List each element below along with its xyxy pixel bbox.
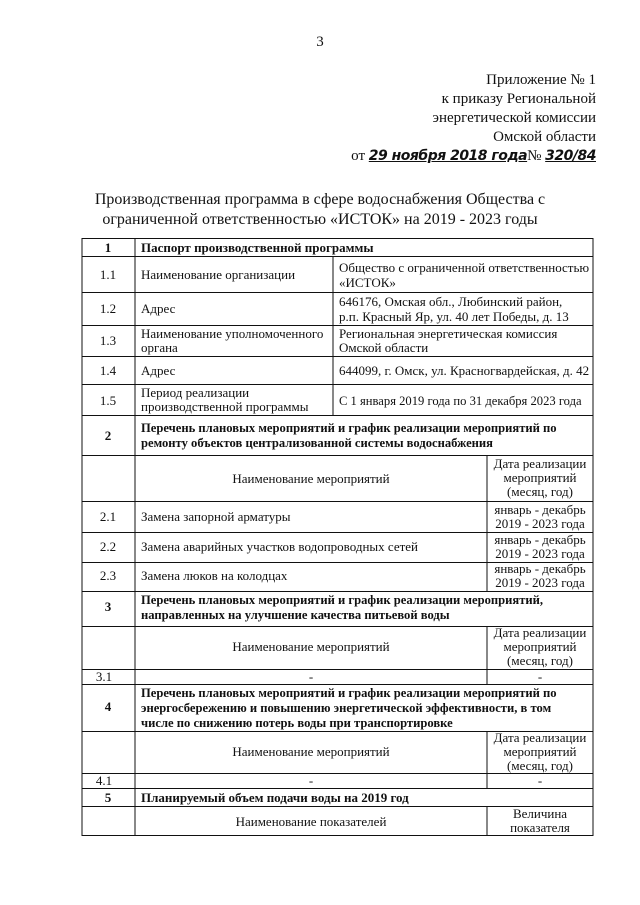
row-2-3-name: Замена люков на колодцах bbox=[141, 568, 288, 583]
appendix-line-2: к приказу Региональной bbox=[441, 91, 596, 107]
section-4-number: 4 bbox=[104, 699, 112, 714]
section-3-column-date-line-2: мероприятий bbox=[503, 639, 577, 654]
section-5-column-value-line-1: Величина bbox=[512, 806, 568, 821]
row-1-5-label-line-2: производственной программы bbox=[141, 399, 309, 414]
row-1-2-value-line-1: 646176, Омская обл., Любинский район, bbox=[339, 294, 563, 309]
section-2-column-date-line-1: Дата реализации bbox=[493, 456, 587, 471]
section-5-title: Планируемый объем подачи воды на 2019 год bbox=[141, 790, 409, 805]
row-2-2-number: 2.2 bbox=[99, 539, 117, 554]
row-4-1-name: - bbox=[308, 773, 314, 788]
appendix-line-4: Омской области bbox=[493, 129, 596, 145]
row-1-3-value-line-2: Омской области bbox=[339, 340, 429, 355]
row-1-1-value-line-2: «ИСТОК» bbox=[339, 275, 396, 290]
section-4-title-line-3: числе по снижению потерь воды при транспортировке bbox=[141, 716, 453, 730]
row-1-2-value-line-2: р.п. Красный Яр, ул. 40 лет Победы, д. 13 bbox=[339, 309, 569, 324]
section-3-title-line-1: Перечень плановых мероприятий и график реализации мероприятий, bbox=[141, 593, 544, 607]
handwritten-number: 320/84 bbox=[545, 148, 596, 164]
row-2-1-date-line-2: 2019 - 2023 года bbox=[495, 516, 585, 531]
section-1-title: Паспорт производственной программы bbox=[141, 240, 374, 255]
section-2-title-line-1: Перечень плановых мероприятий и график реализации мероприятий по bbox=[141, 421, 557, 435]
section-4-column-name: Наименование мероприятий bbox=[232, 744, 390, 759]
document-title-line-1: Производственная программа в сфере водоснабжения Общества с bbox=[94, 191, 546, 208]
row-2-3-date-line-1: январь - декабрь bbox=[494, 561, 586, 576]
row-1-5-label-line-1: Период реализации bbox=[141, 385, 250, 400]
row-2-2-date-line-1: январь - декабрь bbox=[494, 532, 586, 547]
row-3-1-date: - bbox=[537, 669, 543, 684]
row-2-1-number: 2.1 bbox=[99, 509, 117, 524]
section-1-number: 1 bbox=[104, 240, 112, 255]
row-1-5-value: С 1 января 2019 года по 31 декабря 2023 года bbox=[339, 394, 582, 408]
section-2-column-name: Наименование мероприятий bbox=[232, 471, 390, 486]
row-1-3-number: 1.3 bbox=[99, 333, 117, 348]
row-1-4-number: 1.4 bbox=[99, 363, 117, 378]
row-1-3-value-line-1: Региональная энергетическая комиссия bbox=[339, 326, 558, 341]
row-1-2-number: 1.2 bbox=[99, 301, 117, 316]
section-5-number: 5 bbox=[104, 790, 112, 805]
section-4-title-line-1: Перечень плановых мероприятий и график реализации мероприятий по bbox=[141, 686, 557, 700]
section-2-title-line-2: ремонту объектов централизованной системы водоснабжения bbox=[141, 436, 493, 450]
row-2-3-number: 2.3 bbox=[99, 568, 117, 583]
row-1-1-label: Наименование организации bbox=[141, 267, 296, 282]
row-2-2-name: Замена аварийных участков водопроводных сетей bbox=[141, 539, 419, 554]
number-prefix: № bbox=[527, 148, 546, 164]
section-2-number: 2 bbox=[104, 428, 112, 443]
section-5-column-name: Наименование показателей bbox=[235, 814, 387, 829]
section-3-number: 3 bbox=[104, 599, 112, 614]
appendix-line-1: Приложение № 1 bbox=[486, 72, 596, 88]
handwritten-date: 29 ноября 2018 года bbox=[368, 148, 528, 164]
row-1-1-value-line-1: Общество с ограниченной ответственностью bbox=[339, 260, 590, 275]
section-4-column-date-line-3: (месяц, год) bbox=[507, 758, 573, 773]
row-1-4-label: Адрес bbox=[141, 363, 176, 378]
row-1-3-label-line-1: Наименование уполномоченного bbox=[141, 326, 324, 341]
row-2-1-date-line-1: январь - декабрь bbox=[494, 502, 586, 517]
row-1-2-label: Адрес bbox=[141, 301, 176, 316]
row-2-2-date-line-2: 2019 - 2023 года bbox=[495, 546, 585, 561]
section-3-column-name: Наименование мероприятий bbox=[232, 639, 390, 654]
row-1-5-number: 1.5 bbox=[99, 393, 117, 408]
row-2-1-name: Замена запорной арматуры bbox=[141, 509, 291, 524]
section-3-title-line-2: направленных на улучшение качества питьевой воды bbox=[141, 608, 450, 622]
row-3-1-number: 3.1 bbox=[95, 669, 113, 684]
section-4-column-date-line-1: Дата реализации bbox=[493, 730, 587, 745]
section-5-column-value-line-2: показателя bbox=[510, 820, 570, 835]
row-1-4-value: 644099, г. Омск, ул. Красногвардейская, д. 42 bbox=[339, 363, 590, 378]
section-2-column-date-line-2: мероприятий bbox=[503, 470, 577, 485]
row-4-1-date: - bbox=[537, 773, 543, 788]
row-4-1-number: 4.1 bbox=[95, 773, 113, 788]
row-3-1-name: - bbox=[308, 669, 314, 684]
appendix-line-3: энергетической комиссии bbox=[432, 110, 596, 126]
date-prefix: от bbox=[351, 148, 369, 164]
section-4-title-line-2: энергосбережению и повышению энергетической эффективности, в том bbox=[141, 701, 552, 715]
row-1-3-label-line-2: органа bbox=[141, 340, 178, 355]
section-3-column-date-line-1: Дата реализации bbox=[493, 625, 587, 640]
section-2-column-date-line-3: (месяц, год) bbox=[507, 484, 573, 499]
section-4-column-date-line-2: мероприятий bbox=[503, 744, 577, 759]
row-1-1-number: 1.1 bbox=[99, 267, 117, 282]
document-title-line-2: ограниченной ответственностью «ИСТОК» на 2019 - 2023 годы bbox=[102, 211, 538, 228]
page-number: 3 bbox=[316, 34, 324, 50]
section-3-column-date-line-3: (месяц, год) bbox=[507, 653, 573, 668]
row-2-3-date-line-2: 2019 - 2023 года bbox=[495, 575, 585, 590]
